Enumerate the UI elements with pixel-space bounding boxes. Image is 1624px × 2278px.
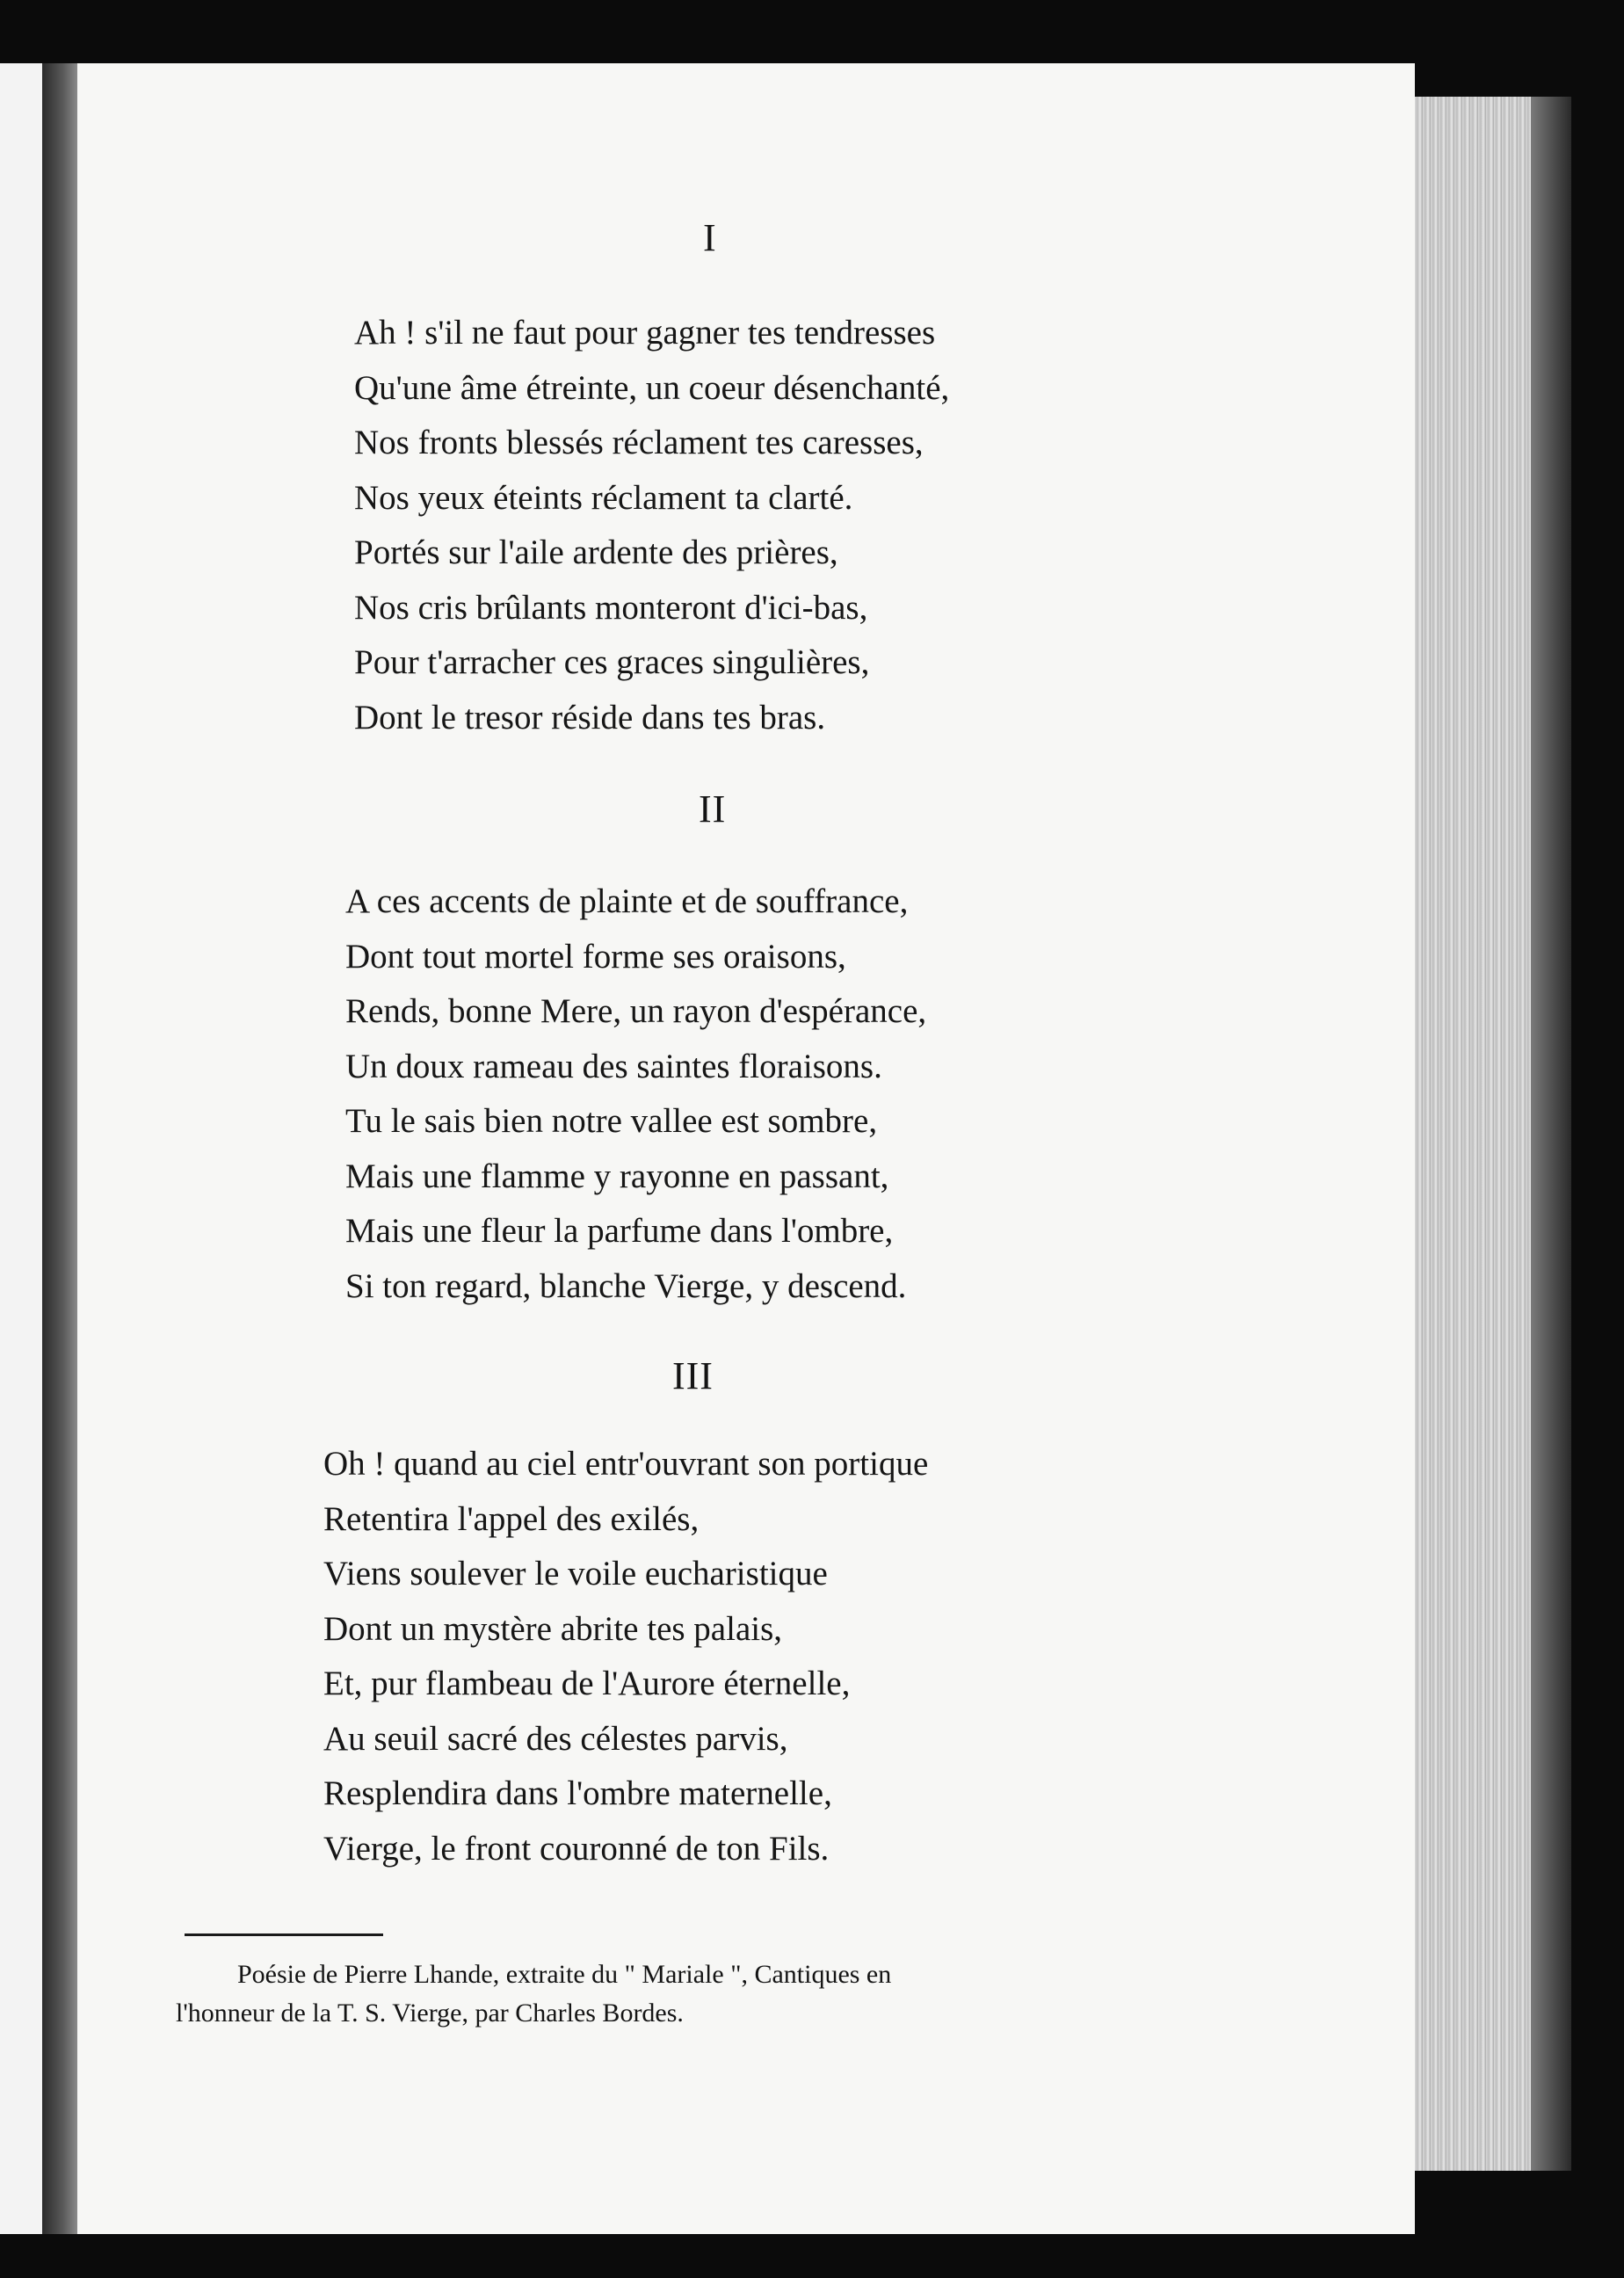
stanza-3-numeral: III [672,1354,714,1397]
verse-line: Et, pur flambeau de l'Aurore éternelle, [323,1665,851,1702]
verse-line: Un doux rameau des saintes floraisons. [345,1047,882,1085]
footnote-rule [185,1933,383,1936]
book-binding [42,63,77,2234]
footnote-line-1: Poésie de Pierre Lhande, extraite du " Mariale ", Cantiques en [237,1960,892,1989]
footnote [176,1955,1160,2033]
adjacent-page-edge [0,63,42,2234]
verse-line: Dont un mystère abrite tes palais, [323,1609,783,1648]
stanza-2-numeral: II [699,787,727,831]
verse-line: Viens soulever le voile eucharistique [323,1555,828,1592]
verse-line: Mais une flamme y rayonne en passant, [345,1157,889,1195]
footnote-line-2: l'honneur de la T. S. Vierge, par Charles Bordes. [176,1999,684,2028]
verse-line: Vierge, le front couronné de ton Fils. [323,1829,830,1868]
verse-line: Si ton regard, blanche Vierge, y descend. [345,1266,907,1305]
page-stack-shadow [1531,97,1571,2171]
stanza-1-numeral: I [703,216,717,259]
verse-line: A ces accents de plainte et de souffrance, [345,882,909,920]
verse-line: Mais une fleur la parfume dans l'ombre, [345,1212,894,1250]
verse-line: Resplendira dans l'ombre maternelle, [323,1774,832,1812]
verse-line: Retentira l'appel des exilés, [323,1499,700,1538]
verse-line: Pour t'arracher ces graces singulières, [354,643,870,681]
verse-line: Tu le sais bien notre vallee est sombre, [345,1102,878,1140]
verse-line: Ah ! s'il ne faut pour gagner tes tendresses [354,314,936,352]
verse-line: Rends, bonne Mere, un rayon d'espérance, [345,992,927,1030]
verse-line: Nos fronts blessés réclament tes caresses, [354,424,924,461]
stanza-1 [354,306,949,745]
verse-line: Qu'une âme étreinte, un coeur désenchanté, [354,368,950,407]
verse-line: Nos yeux éteints réclament ta clarté. [354,478,853,517]
verse-line: Au seuil sacré des célestes parvis, [323,1719,788,1758]
stanza-2 [345,874,926,1314]
verse-line: Dont tout mortel forme ses oraisons, [345,937,846,976]
verse-line: Portés sur l'aile ardente des prières, [354,533,838,571]
stanza-3 [323,1437,928,1876]
verse-line: Oh ! quand au ciel entr'ouvrant son portique [323,1445,929,1483]
verse-line: Nos cris brûlants monteront d'ici-bas, [354,588,868,627]
verse-line: Dont le tresor réside dans tes bras. [354,698,826,736]
